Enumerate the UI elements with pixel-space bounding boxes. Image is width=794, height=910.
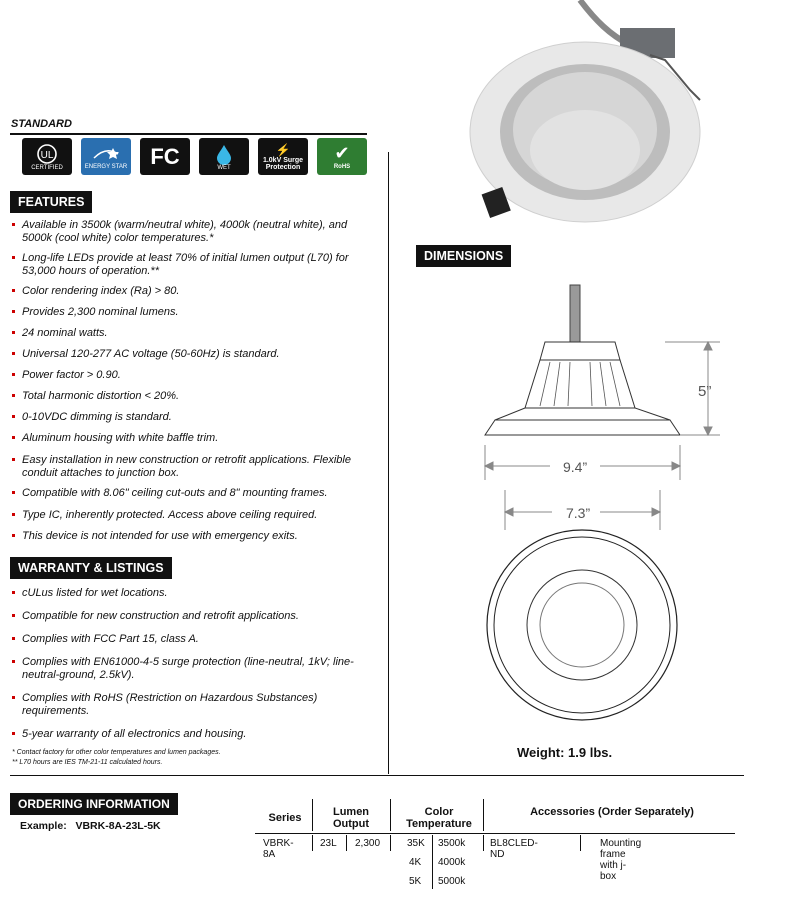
standard-label: STANDARD bbox=[11, 118, 72, 130]
dimension-drawing bbox=[470, 280, 760, 730]
list-item: Complies with FCC Part 15, class A. bbox=[10, 633, 370, 646]
list-item: Compatible with 8.06" ceiling cut-outs and 8" mounting frames. bbox=[10, 487, 370, 500]
table-cell: Mounting frame with j-box bbox=[600, 838, 642, 882]
table-cell: 4000k bbox=[438, 857, 466, 868]
list-item: Complies with EN61000-4-5 surge protection (line-neutral, 1kV; line-neutral-ground, 2.5kV). bbox=[10, 656, 370, 682]
ul-icon: UL CERTIFIED bbox=[22, 138, 72, 175]
features-list bbox=[10, 219, 370, 543]
list-item: 5-year warranty of all electronics and housing. bbox=[10, 728, 370, 741]
list-item: Easy installation in new construction or retrofit applications. Flexible conduit attaches to junction box. bbox=[10, 454, 370, 480]
footnotes bbox=[12, 748, 221, 768]
wet-icon: WET bbox=[199, 138, 249, 175]
list-item: Total harmonic distortion < 20%. bbox=[10, 390, 370, 403]
col-header-color: Color Temperature bbox=[406, 806, 472, 830]
col-header-series: Series bbox=[268, 812, 302, 824]
surge-icon: ⚡ 1.0kV Surge Protection bbox=[258, 138, 308, 175]
list-item: Long-life LEDs provide at least 70% of initial lumen output (L70) for 53,000 hours of operation.** bbox=[10, 252, 370, 278]
list-item: Universal 120-277 AC voltage (50-60Hz) is standard. bbox=[10, 348, 370, 361]
footnote: ** L70 hours are IES TM-21-11 calculated hours. bbox=[12, 759, 163, 766]
outer-width-label: 9.4” bbox=[563, 459, 588, 475]
list-item: Provides 2,300 nominal lumens. bbox=[10, 306, 370, 319]
svg-text:UL: UL bbox=[40, 149, 54, 161]
list-item: cULus listed for wet locations. bbox=[10, 587, 370, 600]
divider bbox=[10, 775, 744, 776]
table-cell: VBRK-8A bbox=[263, 838, 294, 860]
product-photo bbox=[460, 0, 710, 225]
inner-width-label: 7.3” bbox=[566, 505, 591, 521]
table-rule bbox=[255, 833, 735, 834]
list-item: Available in 3500k (warm/neutral white), 4000k (neutral white), and 5000k (cool white) color temperatures.* bbox=[10, 219, 370, 245]
energy-star-icon: ENERGY STAR bbox=[81, 138, 131, 175]
table-cell: 5000k bbox=[438, 876, 466, 887]
list-item: This device is not intended for use with emergency exits. bbox=[10, 530, 370, 543]
warranty-heading: WARRANTY & LISTINGS bbox=[10, 557, 172, 579]
table-cell: BL8CLED-ND bbox=[490, 838, 538, 860]
col-header-accessories: Accessories (Order Separately) bbox=[530, 806, 694, 818]
list-item: Aluminum housing with white baffle trim. bbox=[10, 432, 370, 445]
warranty-list bbox=[10, 587, 370, 741]
divider bbox=[10, 133, 367, 135]
col-header-lumen: Lumen Output bbox=[332, 806, 370, 830]
table-cell: 4K bbox=[409, 857, 422, 868]
example-text: Example: VBRK-8A-23L-5K bbox=[20, 820, 161, 832]
list-item: 24 nominal watts. bbox=[10, 327, 370, 340]
certification-badges bbox=[22, 138, 367, 175]
list-item: Compatible for new construction and retrofit applications. bbox=[10, 610, 370, 623]
footnote: * Contact factory for other color temperatures and lumen packages. bbox=[12, 749, 221, 756]
table-cell: 2,300 bbox=[355, 838, 381, 849]
column-divider bbox=[388, 152, 389, 774]
table-cell: 23L bbox=[320, 838, 337, 849]
table-cell: 3500k bbox=[438, 838, 466, 849]
rohs-icon: ✔ RoHS bbox=[317, 138, 367, 175]
features-heading: FEATURES bbox=[10, 191, 92, 213]
table-cell: 35K bbox=[407, 838, 425, 849]
list-item: 0-10VDC dimming is standard. bbox=[10, 411, 370, 424]
table-cell: 5K bbox=[409, 876, 422, 887]
height-label: 5” bbox=[698, 383, 712, 400]
list-item: Type IC, inherently protected. Access above ceiling required. bbox=[10, 509, 370, 522]
weight-label: Weight: 1.9 lbs. bbox=[517, 745, 613, 760]
list-item: Complies with RoHS (Restriction on Hazardous Substances) requirements. bbox=[10, 692, 370, 718]
list-item: Power factor > 0.90. bbox=[10, 369, 370, 382]
fcc-icon: FC bbox=[140, 138, 190, 175]
ordering-heading: ORDERING INFORMATION bbox=[10, 793, 178, 815]
dimensions-heading: DIMENSIONS bbox=[416, 245, 511, 267]
list-item: Color rendering index (Ra) > 80. bbox=[10, 285, 370, 298]
